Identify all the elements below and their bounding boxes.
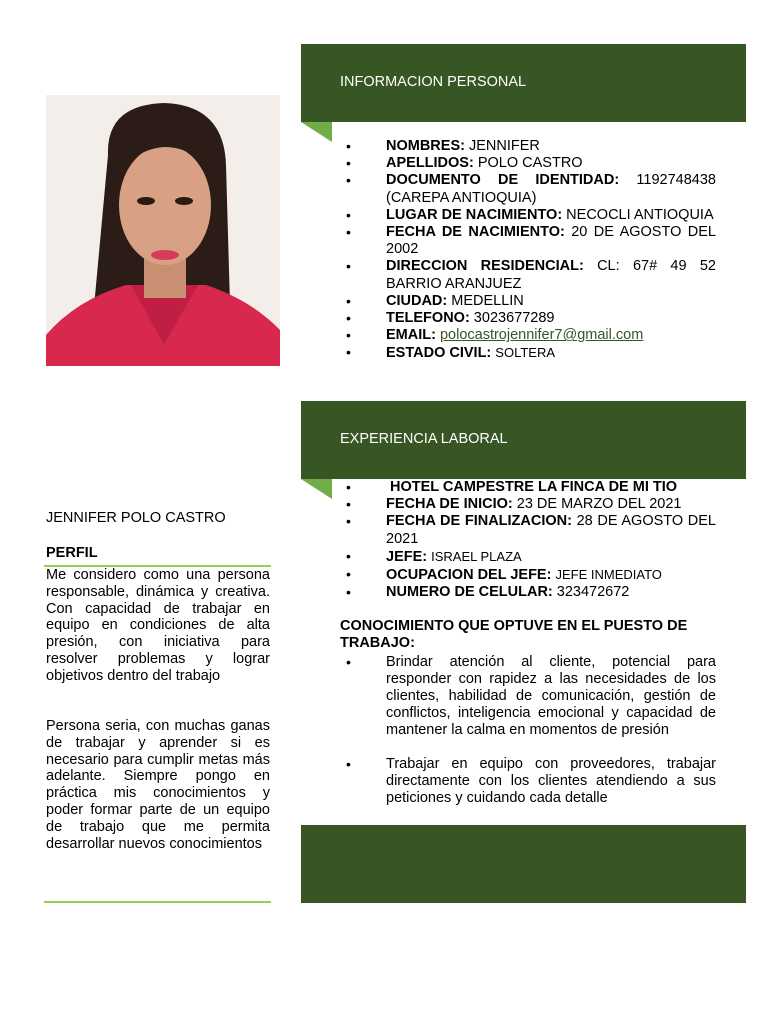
list-item: • OCUPACION DEL JEFE: JEFE INMEDIATO xyxy=(340,566,716,584)
work-experience-header xyxy=(301,401,746,479)
list-item: • HOTEL CAMPESTRE LA FINCA DE MI TIO xyxy=(340,479,716,496)
email-link[interactable]: polocastrojennifer7@gmail.com xyxy=(439,327,644,344)
list-item: • Brindar atención al cliente, potencial para responder con rapidez a las necesidades de los clientes, habilidad de comunicación, gestión de conflictos, inteligencia emocional y capacidad de mantener la calma en momentos de presión xyxy=(340,654,716,739)
bottom-divider xyxy=(44,901,271,903)
list-item: • DOCUMENTO DE IDENTIDAD: 1192748438 (CAREPA ANTIOQUIA) xyxy=(340,172,716,206)
personal-info-list xyxy=(340,138,716,363)
perfil-paragraph-1: Me considero como una persona responsable, dinámica y creativa. Con capacidad de trabajar en equipo en condiciones de alta presión, con iniciativa para resolver problemas y lograr objetivos dentro del trabajo xyxy=(46,567,270,684)
work-experience-title: EXPERIENCIA LABORAL xyxy=(340,431,508,447)
personal-info-header xyxy=(301,44,746,122)
personal-header-tab xyxy=(301,122,332,142)
knowledge-list xyxy=(340,654,716,807)
list-item: • FECHA DE INICIO: 23 DE MARZO DEL 2021 xyxy=(340,496,716,513)
list-item: • NOMBRES: JENNIFER xyxy=(340,138,716,155)
list-item: • DIRECCION RESIDENCIAL: CL: 67# 49 52 BARRIO ARANJUEZ xyxy=(340,258,716,292)
list-item: • Trabajar en equipo con proveedores, trabajar directamente con los clientes atendiendo a sus peticiones y cuidando cada detalle xyxy=(340,756,716,807)
list-item: • JEFE: ISRAEL PLAZA xyxy=(340,548,716,566)
list-item: • FECHA DE NACIMIENTO: 20 DE AGOSTO DEL 2002 xyxy=(340,224,716,258)
list-item: • LUGAR DE NACIMIENTO: NECOCLI ANTIOQUIA xyxy=(340,207,716,224)
profile-photo xyxy=(46,95,280,366)
list-item: • NUMERO DE CELULAR: 323472672 xyxy=(340,584,716,601)
work-header-tab xyxy=(301,479,332,499)
portrait-illustration xyxy=(46,95,280,366)
bottom-band xyxy=(301,825,746,903)
list-item: • APELLIDOS: POLO CASTRO xyxy=(340,155,716,172)
work-experience-list xyxy=(340,479,716,601)
list-item: • ESTADO CIVIL: SOLTERA xyxy=(340,344,716,362)
full-name: JENNIFER POLO CASTRO xyxy=(46,510,226,526)
perfil-title: PERFIL xyxy=(46,545,98,561)
list-item: • TELEFONO: 3023677289 xyxy=(340,310,716,327)
list-item: • FECHA DE FINALIZACION: 28 DE AGOSTO DEL 2021 xyxy=(340,513,716,547)
knowledge-heading: CONOCIMIENTO QUE OPTUVE EN EL PUESTO DE TRABAJO: xyxy=(340,618,688,651)
list-item: • EMAIL: polocastrojennifer7@gmail.com xyxy=(340,327,716,344)
personal-info-title: INFORMACION PERSONAL xyxy=(340,74,527,90)
list-item: • CIUDAD: MEDELLIN xyxy=(340,293,716,310)
perfil-paragraph-2: Persona seria, con muchas ganas de trabajar y aprender si es necesario para cumplir metas más adelante. Siempre pongo en práctica mis conocimientos y poder formar parte de un equipo de trabajo que me permita desarrollar nuevos conocimientos xyxy=(46,718,270,852)
